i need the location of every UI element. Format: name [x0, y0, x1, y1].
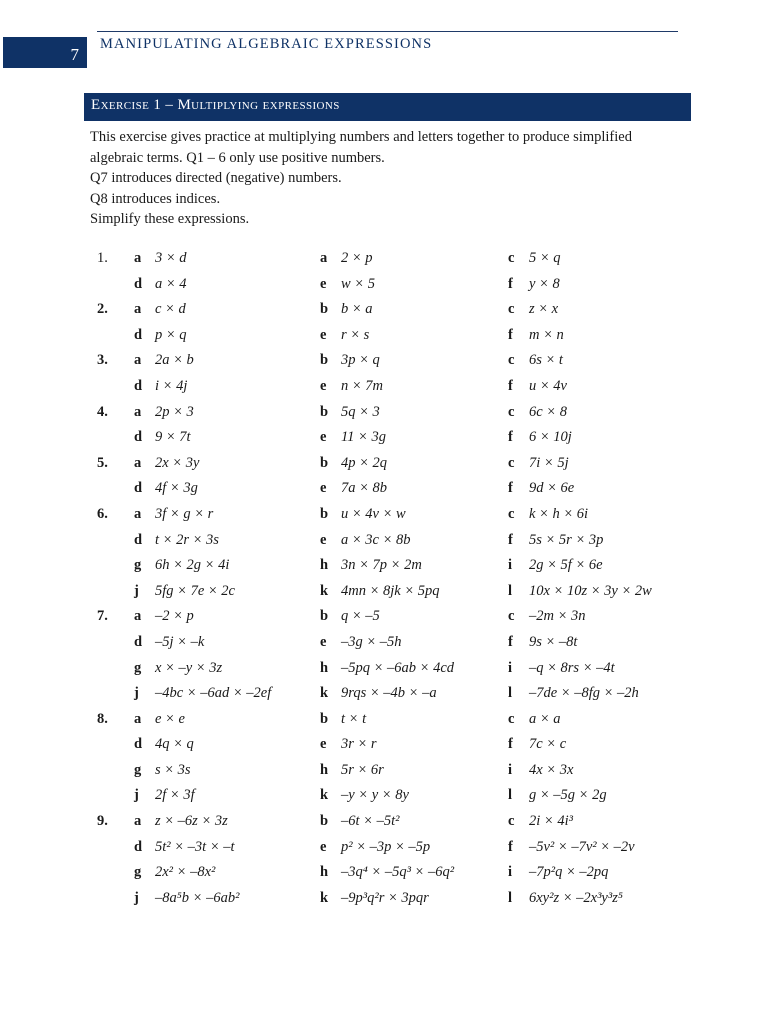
question-number: 9.	[97, 813, 108, 830]
part-expression: m × n	[529, 326, 564, 343]
page-number-tab	[3, 37, 87, 68]
part-letter: g	[134, 864, 142, 881]
part-expression: t × t	[341, 710, 367, 727]
part-letter: d	[134, 838, 143, 855]
question-part	[508, 276, 560, 293]
part-expression: z × x	[529, 301, 559, 318]
intro-line: Q7 introduces directed (negative) numbers.	[90, 170, 342, 186]
part-letter: e	[320, 736, 327, 753]
part-letter: f	[508, 838, 513, 855]
part-letter: f	[508, 736, 513, 753]
part-letter: f	[508, 633, 513, 650]
question-row	[0, 553, 768, 579]
part-expression: 2g × 5f × 6e	[529, 557, 603, 574]
part-letter: j	[134, 787, 139, 804]
question-part	[320, 583, 440, 600]
part-letter: f	[508, 275, 513, 292]
question-part	[508, 404, 567, 421]
part-letter: f	[508, 480, 513, 497]
part-letter: l	[508, 787, 513, 804]
question-part	[134, 864, 215, 881]
question-part	[508, 813, 573, 830]
question-part	[134, 250, 187, 267]
question-row	[0, 246, 768, 272]
part-letter: e	[320, 838, 327, 855]
question-part	[508, 327, 564, 344]
part-letter: a	[134, 301, 142, 318]
part-letter: c	[508, 454, 515, 471]
part-letter: h	[320, 864, 329, 881]
part-expression: r × s	[341, 326, 370, 343]
part-letter: d	[134, 480, 143, 497]
question-part	[134, 378, 187, 395]
question-part	[508, 762, 573, 779]
question-part	[508, 736, 566, 753]
part-expression: 7a × 8b	[341, 480, 388, 497]
part-letter: g	[134, 557, 142, 574]
part-letter: e	[320, 633, 327, 650]
part-letter: c	[508, 710, 515, 727]
part-expression: 9 × 7t	[155, 429, 191, 446]
question-row	[0, 400, 768, 426]
question-row	[0, 630, 768, 656]
question-row	[0, 348, 768, 374]
question-part	[508, 429, 572, 446]
question-row	[0, 860, 768, 886]
part-letter: b	[320, 505, 329, 522]
question-part	[508, 301, 558, 318]
part-letter: b	[320, 403, 329, 420]
exercise-questions	[0, 246, 768, 911]
part-expression: –q × 8rs × –4t	[529, 659, 615, 676]
page-number: 7	[70, 45, 79, 64]
part-expression: –5j × –k	[155, 633, 205, 650]
part-letter: a	[134, 352, 142, 369]
question-row	[0, 707, 768, 733]
question-part	[134, 327, 187, 344]
question-part	[134, 685, 271, 702]
question-part	[320, 532, 411, 549]
question-part	[134, 480, 198, 497]
question-part	[320, 250, 373, 267]
question-part	[508, 352, 563, 369]
part-letter: b	[320, 454, 329, 471]
question-row	[0, 604, 768, 630]
question-part	[320, 864, 454, 881]
intro-line: Q8 introduces indices.	[90, 190, 221, 207]
question-part	[134, 532, 219, 549]
part-expression: 3r × r	[341, 736, 377, 753]
question-number: 3.	[97, 352, 108, 369]
part-letter: j	[134, 889, 139, 906]
part-letter: k	[320, 685, 329, 702]
question-part	[320, 890, 429, 907]
part-expression: 7c × c	[529, 736, 567, 753]
question-part	[320, 839, 430, 856]
question-part	[508, 583, 652, 600]
part-expression: u × 4v	[529, 377, 567, 394]
part-expression: p² × –3p × –5p	[341, 838, 431, 855]
question-number: 2.	[97, 301, 108, 318]
question-part	[320, 429, 386, 446]
question-row	[0, 809, 768, 835]
exercise-title: Exercise 1 – Multiplying expressions	[91, 97, 340, 113]
part-expression: 5t² × –3t × –t	[155, 838, 235, 855]
part-letter: c	[508, 352, 515, 369]
part-expression: p × q	[155, 326, 187, 343]
question-part	[508, 787, 607, 804]
part-letter: i	[508, 761, 513, 778]
question-part	[134, 429, 191, 446]
part-letter: f	[508, 326, 513, 343]
question-part	[320, 608, 380, 625]
part-expression: 6 × 10j	[529, 429, 572, 446]
question-part	[320, 327, 369, 344]
question-part	[134, 711, 185, 728]
question-part	[320, 711, 366, 728]
question-part	[320, 276, 375, 293]
part-expression: k × h × 6i	[529, 505, 589, 522]
part-letter: c	[508, 505, 515, 522]
part-expression: 4mn × 8jk × 5pq	[341, 582, 440, 599]
question-row	[0, 451, 768, 477]
part-letter: k	[320, 787, 329, 804]
part-expression: 4f × 3g	[155, 480, 198, 497]
part-letter: b	[320, 813, 329, 830]
question-row	[0, 502, 768, 528]
part-expression: 5fg × 7e × 2c	[155, 582, 235, 599]
question-part	[134, 404, 194, 421]
part-letter: a	[134, 403, 142, 420]
part-expression: –5v² × –7v² × –2v	[529, 838, 635, 855]
part-letter: e	[320, 326, 327, 343]
part-expression: a × 3c × 8b	[341, 531, 411, 548]
question-row	[0, 272, 768, 298]
part-letter: k	[320, 582, 329, 599]
question-part	[320, 762, 384, 779]
question-part	[508, 532, 603, 549]
part-expression: –7de × –8fg × –2h	[529, 685, 639, 702]
part-expression: a × 4	[155, 275, 187, 292]
question-part	[320, 813, 399, 830]
part-expression: 5s × 5r × 3p	[529, 531, 604, 548]
part-letter: d	[134, 275, 143, 292]
part-expression: y × 8	[529, 275, 560, 292]
intro-line: This exercise gives practice at multiplying numbers and letters together to produce simplified	[90, 129, 632, 145]
part-letter: c	[508, 813, 515, 830]
part-expression: –2 × p	[155, 608, 194, 625]
part-expression: 4p × 2q	[341, 454, 388, 471]
question-row	[0, 681, 768, 707]
part-letter: a	[134, 454, 142, 471]
part-letter: a	[134, 710, 142, 727]
part-expression: b × a	[341, 301, 373, 318]
part-expression: –3g × –5h	[341, 633, 402, 650]
question-row	[0, 835, 768, 861]
question-part	[320, 378, 383, 395]
part-expression: 2p × 3	[155, 403, 194, 420]
part-letter: j	[134, 582, 139, 599]
question-part	[134, 506, 213, 523]
part-expression: 3p × q	[341, 352, 380, 369]
question-part	[134, 813, 228, 830]
question-row	[0, 656, 768, 682]
part-expression: u × 4v × w	[341, 505, 406, 522]
part-letter: c	[508, 250, 515, 266]
part-expression: 3f × g × r	[155, 505, 214, 522]
question-part	[134, 557, 229, 574]
question-part	[508, 480, 574, 497]
part-expression: e × e	[155, 710, 185, 727]
question-row	[0, 425, 768, 451]
part-letter: f	[508, 531, 513, 548]
part-expression: –3q⁴ × –5q³ × –6q²	[341, 864, 455, 881]
part-expression: –9p³q²r × 3pqr	[341, 889, 429, 906]
question-part	[134, 736, 194, 753]
part-letter: d	[134, 377, 143, 394]
question-part	[320, 506, 406, 523]
part-letter: h	[320, 659, 329, 676]
part-expression: 6h × 2g × 4i	[155, 557, 230, 574]
part-expression: 4x × 3x	[529, 761, 574, 778]
question-row	[0, 783, 768, 809]
part-expression: 9d × 6e	[529, 480, 575, 497]
question-row	[0, 476, 768, 502]
part-letter: l	[508, 582, 513, 599]
part-letter: c	[508, 301, 515, 318]
question-part	[134, 634, 204, 651]
question-part	[320, 660, 454, 677]
question-row	[0, 374, 768, 400]
question-part	[320, 634, 402, 651]
question-part	[134, 787, 195, 804]
part-expression: 5 × q	[529, 250, 561, 266]
part-letter: i	[508, 557, 513, 574]
part-letter: a	[134, 608, 142, 625]
part-expression: 2 × p	[341, 250, 373, 266]
part-letter: c	[508, 608, 515, 625]
part-letter: d	[134, 429, 143, 446]
question-part	[508, 864, 608, 881]
question-part	[134, 839, 235, 856]
part-letter: b	[320, 710, 329, 727]
part-letter: f	[508, 377, 513, 394]
part-letter: f	[508, 429, 513, 446]
part-expression: n × 7m	[341, 377, 384, 394]
part-expression: 11 × 3g	[341, 429, 386, 446]
question-row	[0, 579, 768, 605]
question-row	[0, 758, 768, 784]
question-number: 8.	[97, 710, 108, 727]
part-letter: a	[134, 505, 142, 522]
part-expression: 2x² × –8x²	[155, 864, 216, 881]
exercise-banner	[84, 93, 691, 121]
part-expression: –7p²q × –2pq	[529, 864, 609, 881]
part-expression: g × –5g × 2g	[529, 787, 607, 804]
question-number: 6.	[97, 505, 108, 522]
part-expression: 2a × b	[155, 352, 194, 369]
part-letter: e	[320, 480, 327, 497]
part-letter: b	[320, 352, 329, 369]
question-part	[134, 276, 187, 293]
intro-line: algebraic terms. Q1 – 6 only use positive numbers.	[90, 149, 385, 166]
part-expression: –2m × 3n	[529, 608, 586, 625]
part-expression: c × d	[155, 301, 186, 318]
part-expression: x × –y × 3z	[155, 659, 223, 676]
part-expression: –y × y × 8y	[341, 787, 409, 804]
question-part	[134, 890, 239, 907]
part-expression: q × –5	[341, 608, 380, 625]
part-expression: 3 × d	[155, 250, 187, 266]
part-expression: 9rqs × –4b × –a	[341, 685, 437, 702]
question-part	[508, 685, 639, 702]
part-letter: e	[320, 275, 327, 292]
part-expression: 10x × 10z × 3y × 2w	[529, 582, 652, 599]
chapter-title: MANIPULATING ALGEBRAIC EXPRESSIONS	[100, 36, 433, 52]
part-letter: l	[508, 685, 513, 702]
part-letter: d	[134, 633, 143, 650]
part-expression: –5pq × –6ab × 4cd	[341, 659, 455, 676]
question-part	[508, 660, 615, 677]
question-part	[134, 660, 222, 677]
part-letter: e	[320, 429, 327, 446]
question-part	[134, 608, 194, 625]
part-expression: 2f × 3f	[155, 787, 195, 804]
question-part	[320, 352, 380, 369]
question-part	[134, 762, 191, 779]
question-part	[508, 634, 577, 651]
part-letter: g	[134, 659, 142, 676]
question-row	[0, 886, 768, 912]
question-part	[508, 250, 561, 267]
part-letter: b	[320, 608, 329, 625]
question-part	[508, 711, 561, 728]
header-rule	[97, 31, 678, 32]
part-expression: i × 4j	[155, 377, 188, 394]
intro-line: Simplify these expressions.	[90, 211, 250, 227]
part-expression: 4q × q	[155, 736, 194, 753]
part-expression: 3n × 7p × 2m	[341, 557, 422, 574]
question-part	[320, 404, 380, 421]
part-expression: a × a	[529, 710, 561, 727]
part-letter: a	[134, 813, 142, 830]
question-row	[0, 323, 768, 349]
question-part	[134, 455, 199, 472]
part-expression: 6c × 8	[529, 403, 567, 420]
part-letter: l	[508, 889, 513, 906]
part-letter: i	[508, 659, 513, 676]
part-letter: a	[134, 250, 142, 266]
part-expression: w × 5	[341, 275, 375, 292]
question-part	[134, 301, 186, 318]
part-letter: d	[134, 531, 143, 548]
part-expression: z × –6z × 3z	[155, 813, 228, 830]
question-row	[0, 528, 768, 554]
exercise-intro	[90, 127, 690, 230]
part-letter: d	[134, 736, 143, 753]
question-number: 4.	[97, 403, 108, 420]
question-part	[320, 685, 437, 702]
question-part	[508, 608, 586, 625]
question-part	[134, 583, 235, 600]
part-expression: 5q × 3	[341, 403, 380, 420]
part-expression: 2x × 3y	[155, 454, 200, 471]
part-letter: h	[320, 761, 329, 778]
question-part	[508, 455, 569, 472]
question-number: 7.	[97, 608, 108, 625]
part-expression: –8a⁵b × –6ab²	[155, 889, 240, 906]
part-letter: c	[508, 403, 515, 420]
question-part	[320, 787, 409, 804]
part-expression: t × 2r × 3s	[155, 531, 219, 548]
part-letter: d	[134, 326, 143, 343]
question-part	[134, 352, 194, 369]
part-expression: 7i × 5j	[529, 454, 569, 471]
part-expression: 6s × t	[529, 352, 563, 369]
part-expression: s × 3s	[155, 761, 191, 778]
question-part	[508, 839, 635, 856]
part-letter: b	[320, 301, 329, 318]
question-row	[0, 732, 768, 758]
part-letter: h	[320, 557, 329, 574]
part-letter: k	[320, 889, 329, 906]
part-letter: e	[320, 377, 327, 394]
question-number: 5.	[97, 454, 108, 471]
question-part	[508, 890, 623, 907]
part-letter: e	[320, 531, 327, 548]
part-letter: j	[134, 685, 139, 702]
question-part	[508, 378, 567, 395]
question-part	[320, 455, 387, 472]
question-part	[320, 557, 422, 574]
question-part	[508, 506, 588, 523]
part-expression: 5r × 6r	[341, 761, 384, 778]
part-letter: a	[320, 250, 328, 266]
part-expression: –4bc × –6ad × –2ef	[155, 685, 272, 702]
question-part	[320, 301, 373, 318]
question-part	[320, 736, 377, 753]
part-expression: 9s × –8t	[529, 633, 578, 650]
part-letter: g	[134, 761, 142, 778]
part-expression: –6t × –5t²	[341, 813, 400, 830]
question-number: 1.	[97, 250, 108, 266]
part-expression: 6xy²z × –2x³y³z⁵	[529, 889, 623, 906]
question-part	[320, 480, 387, 497]
question-row	[0, 297, 768, 323]
part-letter: i	[508, 864, 513, 881]
part-expression: 2i × 4i³	[529, 813, 573, 830]
question-part	[508, 557, 603, 574]
